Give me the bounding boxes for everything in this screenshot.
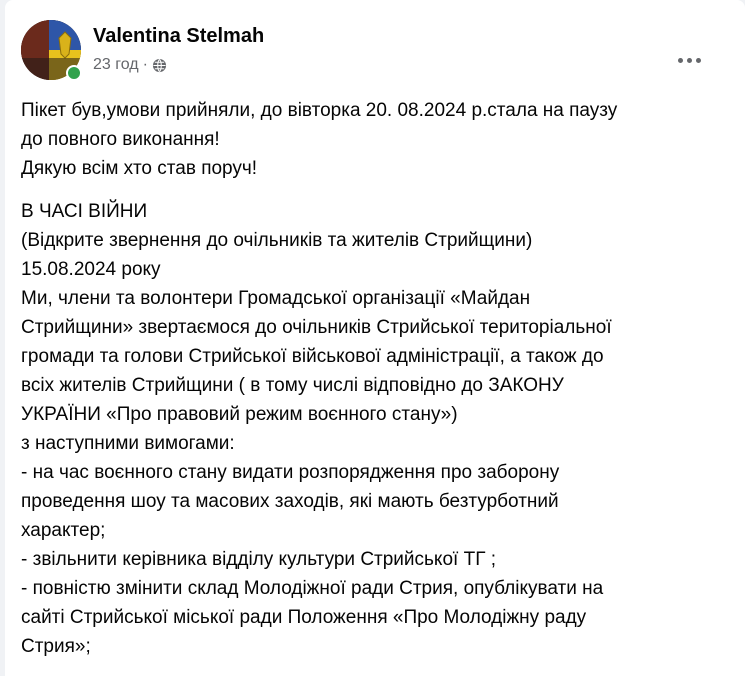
post-line: всіх жителів Стрийщини ( в тому числі відповідно до ЗАКОНУ (21, 375, 564, 396)
post-line: УКРАЇНИ «Про правовий режим воєнного стану») (21, 404, 458, 425)
post-line: з наступними вимогами: (21, 433, 235, 454)
post-line: 15.08.2024 року (21, 259, 161, 280)
post-line: громади та голови Стрийської військової адміністрації, а також до (21, 346, 604, 367)
post-line: Пікет був,умови прийняли, до вівторка 20. 08.2024 р.стала на паузу (21, 100, 618, 121)
post-text (21, 96, 731, 675)
post-line: сайті Стрийської міської ради Положення «Про Молодіжну раду (21, 607, 587, 628)
post-paragraph-1 (21, 96, 731, 183)
post-header (21, 20, 721, 82)
post-line: Ми, члени та волонтери Громадської організації «Майдан (21, 288, 531, 309)
post-timestamp[interactable]: 23 год (93, 56, 139, 73)
avatar-container[interactable] (21, 20, 81, 80)
author-name[interactable]: Valentina Stelmah (93, 25, 265, 47)
online-status-dot (66, 65, 82, 81)
post-line: - звільнити керівника відділу культури Стрийської ТГ ; (21, 549, 497, 570)
post-line: - повністю змінити склад Молодіжної ради Стрия, опублікувати на (21, 578, 604, 599)
post-line: Стрийщини» звертаємося до очільників Стрийської територіальної (21, 317, 612, 338)
post-line: характер; (21, 520, 106, 541)
post-line: до повного виконання! (21, 129, 220, 150)
more-options-button[interactable] (671, 48, 707, 72)
post-line: проведення шоу та масових заходів, які мають безтурботний (21, 491, 559, 512)
post-line: - на час воєнного стану видати розпорядження про заборону (21, 462, 560, 483)
post-line: В ЧАСІ ВІЙНИ (21, 201, 148, 222)
post-meta (93, 56, 167, 74)
post-paragraph-2 (21, 197, 731, 661)
more-options-icon (696, 58, 701, 63)
post-line: (Відкрите звернення до очільників та жителів Стрийщини) (21, 230, 533, 251)
post-line: Дякую всім хто став поруч! (21, 158, 258, 179)
more-options-icon (687, 58, 692, 63)
post-card (5, 0, 745, 676)
globe-icon[interactable] (152, 58, 167, 73)
more-options-icon (678, 58, 683, 63)
meta-separator: · (142, 56, 148, 73)
post-line: Стрия»; (21, 636, 91, 657)
